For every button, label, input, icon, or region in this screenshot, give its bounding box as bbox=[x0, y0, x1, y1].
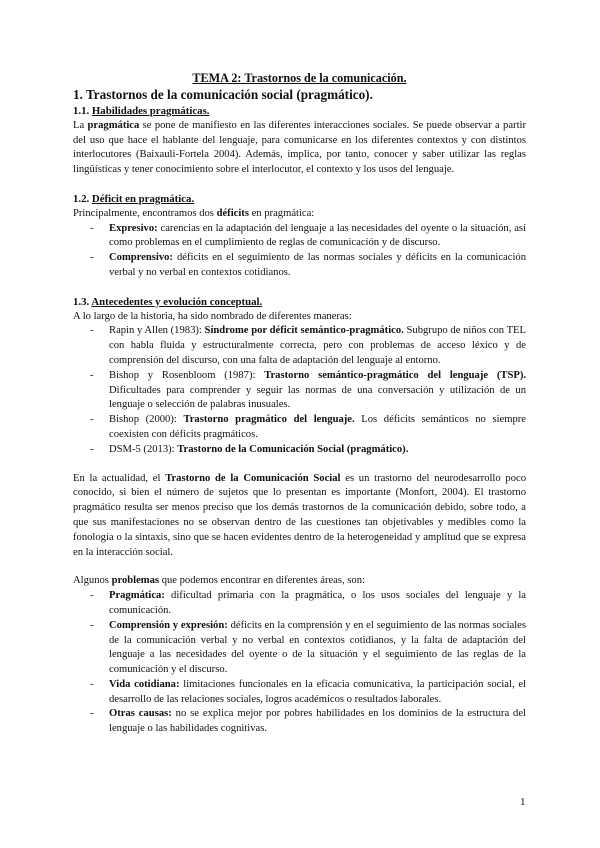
list-item: - Expresivo: carencias en la adaptación del lenguaje a las necesidades del oyente o la situación, así como problemas en el cumplimiento de reglas de comunicación y de discurso. bbox=[90, 222, 526, 249]
bold-term: Otras causas: bbox=[109, 708, 172, 720]
dash-bullet: - bbox=[90, 252, 94, 264]
dash-bullet: - bbox=[90, 678, 94, 690]
bold-term: problemas bbox=[111, 575, 160, 587]
list-item: - DSM-5 (2013): Trastorno de la Comunicación Social (pragmático). bbox=[73, 443, 526, 458]
subsection-heading-1-2 bbox=[73, 192, 526, 207]
bold-term: Vida cotidiana: bbox=[109, 678, 180, 690]
list-item: - Comprensivo: déficits en el seguimiento de las normas sociales y déficits en la comunicación verbal y no verbal en contextos cotidianos. bbox=[90, 252, 526, 278]
bold-term: Expresivo: bbox=[109, 222, 158, 234]
bold-term: Trastorno semántico-pragmático del lenguaje (TSP). bbox=[264, 369, 526, 381]
dash-bullet: - bbox=[90, 443, 94, 455]
problems-list bbox=[73, 589, 526, 737]
bold-term: Trastorno pragmático del lenguaje. bbox=[183, 414, 355, 426]
bold-term: Comprensión y expresión: bbox=[109, 619, 228, 631]
subsection-title: Habilidades pragmáticas. bbox=[91, 105, 210, 117]
bold-term: Pragmática: bbox=[109, 590, 165, 602]
subsection-heading-1-3 bbox=[73, 295, 526, 310]
bold-term: Síndrome por déficit semántico-pragmático. bbox=[204, 325, 404, 337]
bold-term: déficits bbox=[216, 207, 249, 219]
dash-bullet: - bbox=[90, 414, 94, 426]
list-item: - Vida cotidiana: limitaciones funcionales en la eficacia comunicativa, la participación social, el desarrollo de las relaciones sociales, logros académicos o resultados laborales. bbox=[90, 678, 526, 705]
list-item: - Otras causas: no se explica mejor por pobres habilidades en los dominios de la estructura del lenguaje o las habilidades cognitivas. bbox=[90, 708, 526, 735]
list-item: - Bishop (2000): Trastorno pragmático del lenguaje. Los déficits semánticos no siempre coexisten con déficits pragmáticos. bbox=[90, 414, 526, 440]
paragraph-pragmatica: La pragmática se pone de manifiesto en las diferentes interacciones sociales. Se puede observar a partir del uso que hace el hablante del lenguaje, para comunicarse en los diferentes contextos y con distintos interlocutores (Baixauli-Fortela 2004). Además, implica, por tanto, conocer y saber utilizar las reglas lingüísticas y tener conocimiento sobre el interlocutor, el contexto y los usos del lenguaje. bbox=[73, 119, 526, 176]
list-item: - Comprensión y expresión: déficits en la comprensión y en el seguimiento de las normas sociales de la comunicación verbal y no verbal en contextos cotidianos, y la falta de adaptación del lenguaje a las necesidades del oyente o de la situación y el seguimiento de las reglas de la comunicación y el discurso. bbox=[90, 619, 526, 676]
dash-bullet: - bbox=[90, 590, 94, 602]
list-item: - Pragmática: dificultad primaria con la pragmática, o los usos sociales del lenguaje y la comunicación. bbox=[90, 590, 526, 616]
bold-term: Trastorno de la Comunicación Social bbox=[165, 472, 341, 484]
subsection-number: 1.1. bbox=[73, 105, 92, 117]
page-number: 1 bbox=[520, 796, 526, 808]
subsection-number: 1.3. bbox=[73, 295, 92, 308]
document-body bbox=[73, 71, 526, 737]
list-item: - Bishop y Rosenbloom (1987): Trastorno semántico-pragmático del lenguaje (TSP). Dificultades para comprender y seguir las normas de una conversación y utilización de un lenguaje o selección de palabras inusuales. bbox=[90, 369, 526, 411]
deficits-list bbox=[73, 222, 526, 281]
subsection-title: Antecedentes y evolución conceptual. bbox=[91, 295, 263, 308]
paragraph-history-intro: A lo largo de la historia, ha sido nombrado de diferentes maneras: bbox=[73, 310, 352, 322]
dash-bullet: - bbox=[90, 708, 94, 720]
bold-term: Trastorno de la Comunicación Social (pragmático). bbox=[177, 443, 409, 455]
dash-bullet: - bbox=[90, 619, 94, 631]
document-title: TEMA 2: Trastornos de la comunicación. bbox=[192, 71, 407, 85]
paragraph-problems-intro: Algunos problemas que podemos encontrar en diferentes áreas, son: bbox=[73, 575, 365, 587]
subsection-number: 1.2. bbox=[73, 192, 92, 205]
paragraph-deficits-intro: Principalmente, encontramos dos déficits en pragmática: bbox=[73, 207, 315, 219]
history-list bbox=[73, 324, 526, 457]
dash-bullet: - bbox=[90, 369, 94, 381]
subsection-heading-1-1 bbox=[73, 104, 526, 119]
section-heading-1: 1. Trastornos de la comunicación social (pragmático). bbox=[73, 87, 373, 102]
bold-term: pragmática bbox=[87, 119, 140, 131]
bold-term: Comprensivo: bbox=[109, 252, 173, 264]
dash-bullet: - bbox=[90, 222, 94, 234]
paragraph-actualidad: En la actualidad, el Trastorno de la Comunicación Social es un trastorno del neurodesarrollo poco conocido, si bien el número de sujetos que lo presentan es importante (Monfort, 2004). El trastorno pragmático resulta ser menos preciso que los demás trastornos de la comunicación debido, sobre todo, a que sus manifestaciones no se observan dentro de las cuestiones tan objetivables y medibles como la fonología o la sintaxis, sino que se hacen evidentes dentro de la heterogeneidad y amplitud que se expresa en la interacción social. bbox=[73, 472, 527, 558]
dash-bullet: - bbox=[90, 325, 94, 337]
subsection-title: Déficit en pragmática. bbox=[91, 192, 195, 205]
list-item: - Rapin y Allen (1983): Síndrome por déficit semántico-pragmático. Subgrupo de niños con TEL con habla fluida y estructuralmente correcta, pero con problemas de acceso léxico y de comprensión del discurso, con una falta de adaptación del lenguaje al entorno. bbox=[90, 325, 526, 366]
